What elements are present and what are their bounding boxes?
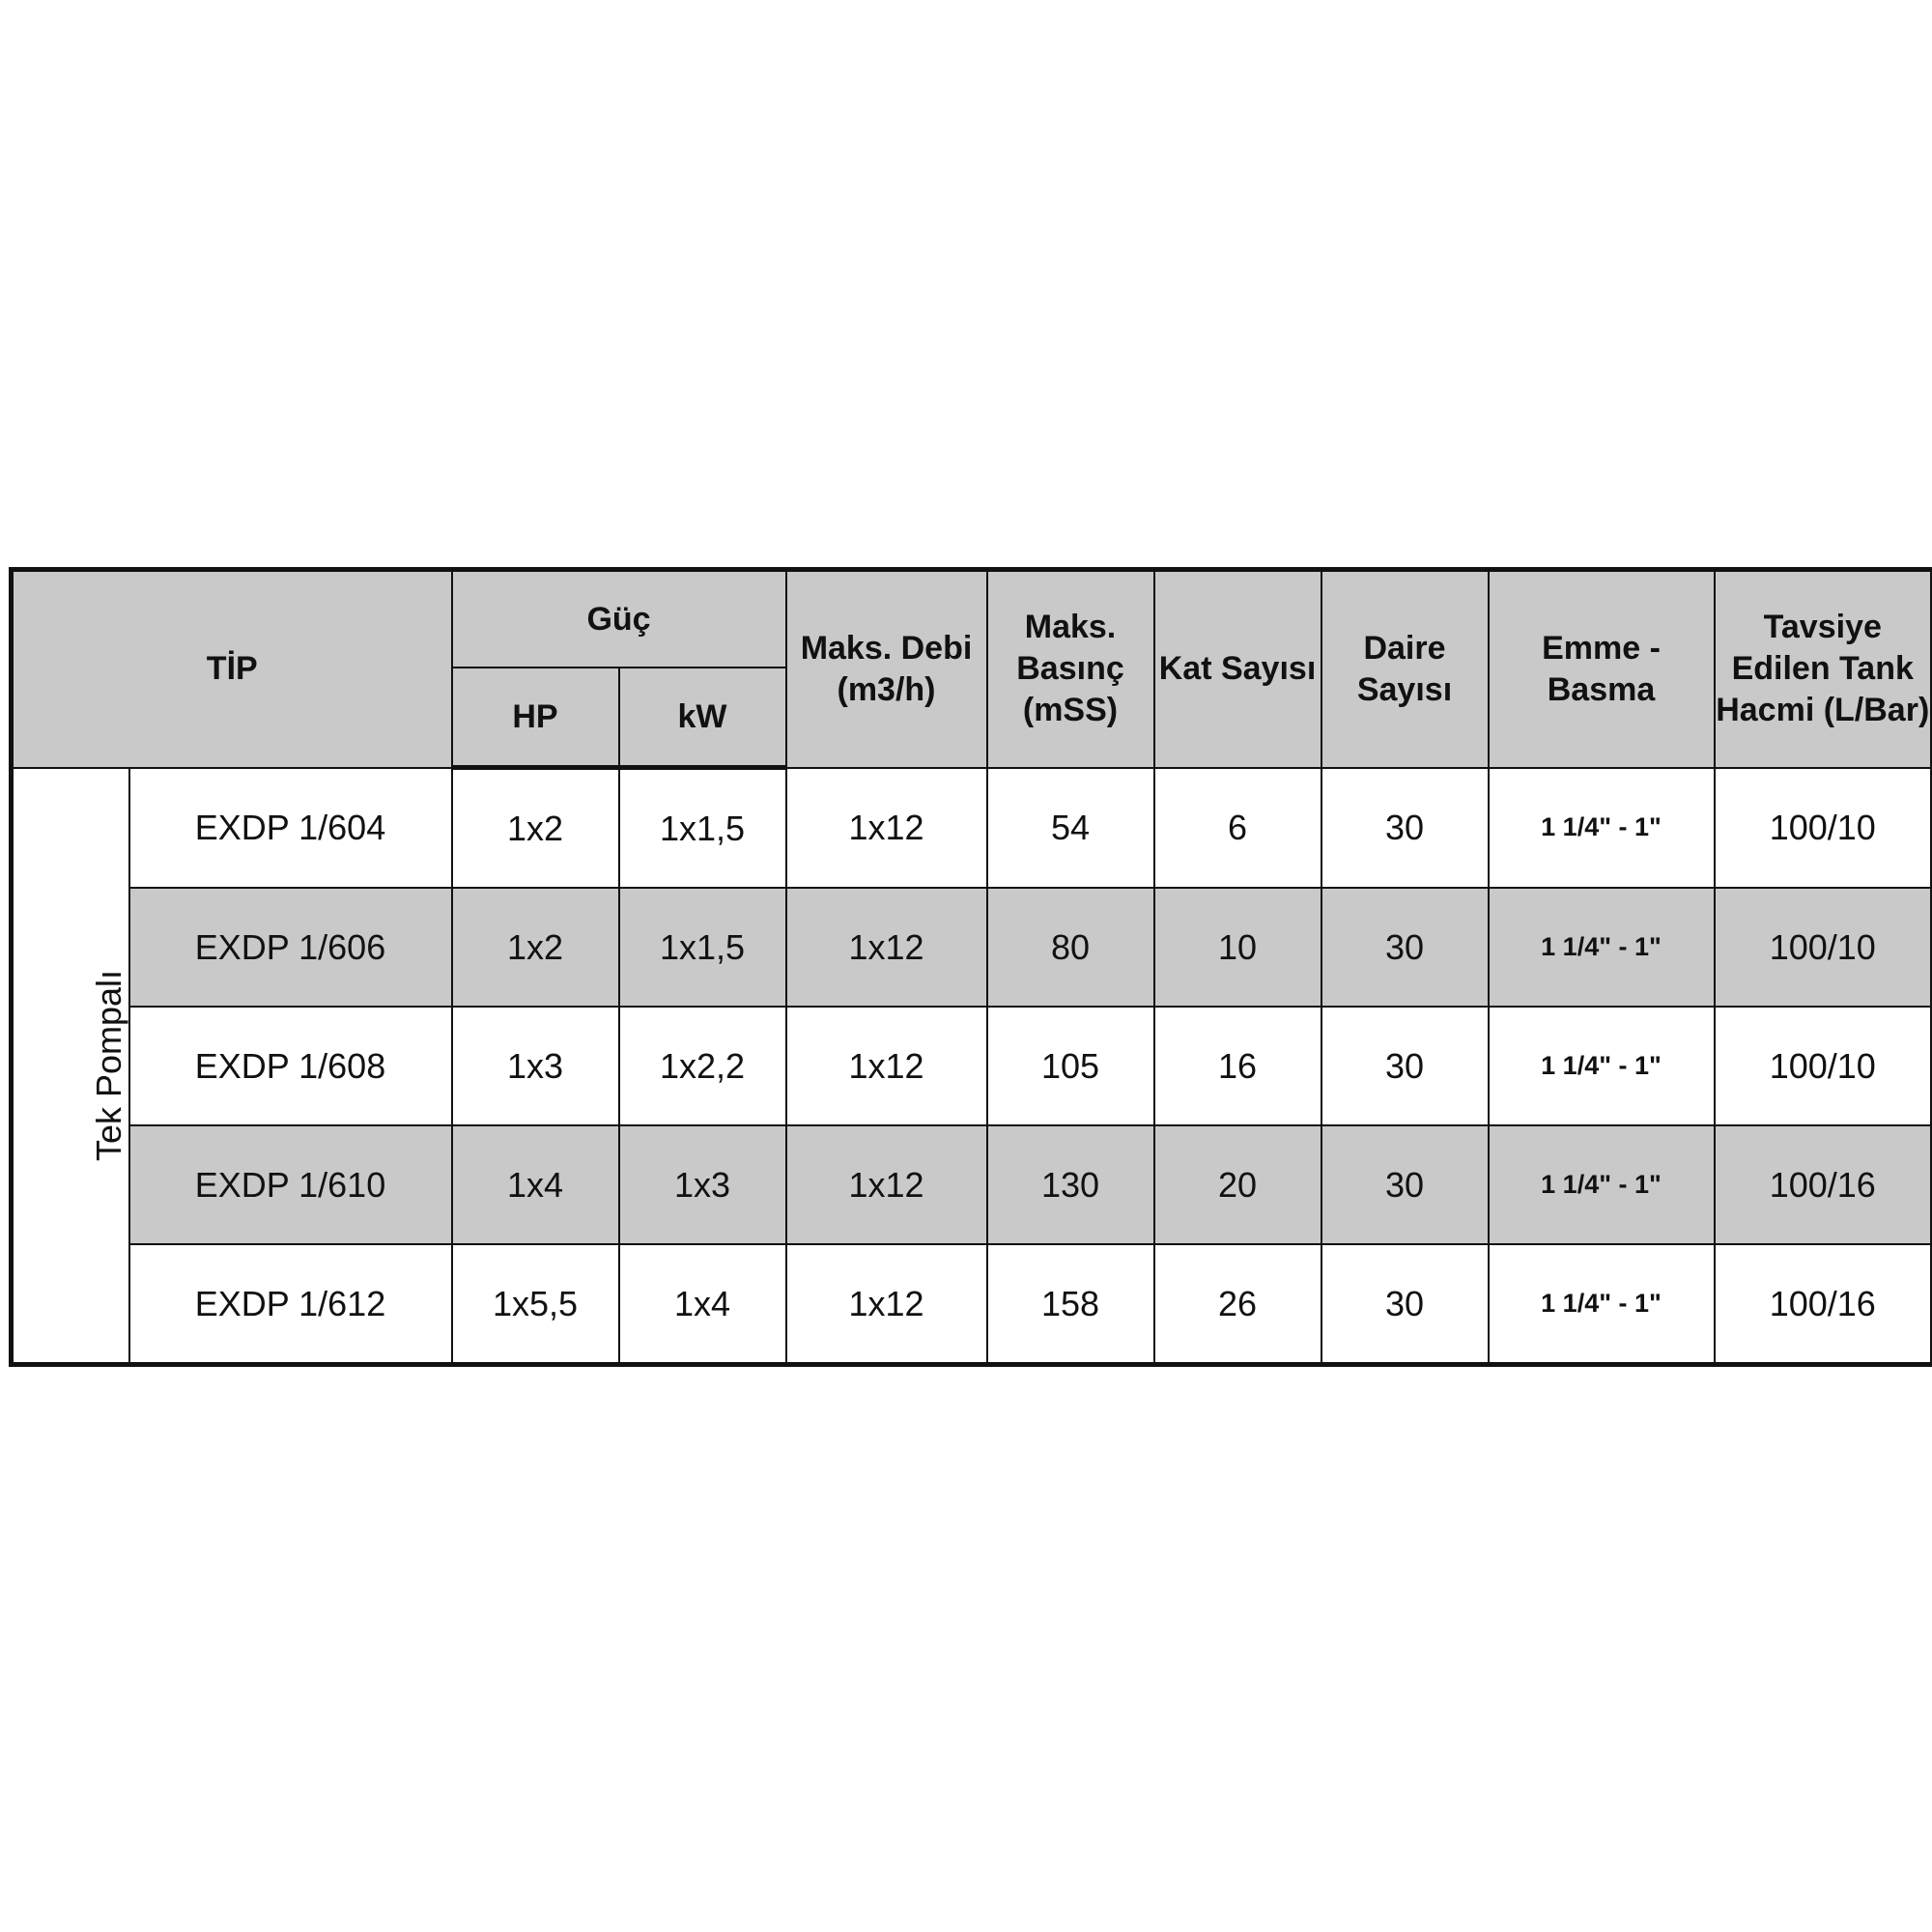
cell-daire: 30 — [1321, 1244, 1489, 1365]
cell-tank: 100/10 — [1715, 1007, 1932, 1125]
cell-hp: 1x3 — [452, 1007, 619, 1125]
header-daire-sayisi: Daire Sayısı — [1321, 570, 1489, 768]
header-kw: kW — [619, 668, 786, 768]
group-cell — [12, 768, 129, 1365]
group-label: Tek Pompalı — [89, 969, 129, 1161]
cell-hp: 1x5,5 — [452, 1244, 619, 1365]
cell-model: EXDP 1/612 — [129, 1244, 452, 1365]
cell-daire: 30 — [1321, 768, 1489, 889]
header-tip: TİP — [12, 570, 452, 768]
cell-kat: 10 — [1154, 888, 1321, 1007]
cell-model: EXDP 1/610 — [129, 1125, 452, 1244]
cell-tank: 100/10 — [1715, 888, 1932, 1007]
cell-basinc: 54 — [987, 768, 1154, 889]
table-row — [12, 1244, 1932, 1365]
header-guc: Güç — [452, 570, 786, 668]
cell-hp: 1x2 — [452, 888, 619, 1007]
cell-kw: 1x2,2 — [619, 1007, 786, 1125]
table-row — [12, 768, 1932, 889]
cell-daire: 30 — [1321, 888, 1489, 1007]
header-maks-basinc: Maks. Basınç (mSS) — [987, 570, 1154, 768]
cell-model: EXDP 1/606 — [129, 888, 452, 1007]
header-maks-debi: Maks. Debi (m3/h) — [786, 570, 987, 768]
cell-model: EXDP 1/604 — [129, 768, 452, 889]
cell-debi: 1x12 — [786, 1125, 987, 1244]
table-row — [12, 888, 1932, 1007]
cell-kat: 16 — [1154, 1007, 1321, 1125]
cell-emme-basma: 1 1/4" - 1" — [1489, 1244, 1715, 1365]
pump-spec-table — [9, 567, 1932, 1367]
cell-emme-basma: 1 1/4" - 1" — [1489, 768, 1715, 889]
header-emme-basma: Emme - Basma — [1489, 570, 1715, 768]
header-tank-hacmi: Tavsiye Edilen Tank Hacmi (L/Bar) — [1715, 570, 1932, 768]
cell-daire: 30 — [1321, 1125, 1489, 1244]
cell-kat: 6 — [1154, 768, 1321, 889]
cell-hp: 1x2 — [452, 768, 619, 889]
cell-basinc: 80 — [987, 888, 1154, 1007]
cell-basinc: 130 — [987, 1125, 1154, 1244]
cell-kw: 1x4 — [619, 1244, 786, 1365]
cell-kw: 1x1,5 — [619, 768, 786, 889]
cell-emme-basma: 1 1/4" - 1" — [1489, 1007, 1715, 1125]
cell-emme-basma: 1 1/4" - 1" — [1489, 888, 1715, 1007]
cell-debi: 1x12 — [786, 1007, 987, 1125]
cell-debi: 1x12 — [786, 888, 987, 1007]
cell-kat: 26 — [1154, 1244, 1321, 1365]
cell-daire: 30 — [1321, 1007, 1489, 1125]
cell-debi: 1x12 — [786, 1244, 987, 1365]
cell-basinc: 158 — [987, 1244, 1154, 1365]
header-kat-sayisi: Kat Sayısı — [1154, 570, 1321, 768]
cell-kat: 20 — [1154, 1125, 1321, 1244]
cell-kw: 1x1,5 — [619, 888, 786, 1007]
cell-tank: 100/16 — [1715, 1244, 1932, 1365]
cell-kw: 1x3 — [619, 1125, 786, 1244]
cell-model: EXDP 1/608 — [129, 1007, 452, 1125]
table-row — [12, 1125, 1932, 1244]
cell-basinc: 105 — [987, 1007, 1154, 1125]
header-hp: HP — [452, 668, 619, 768]
table-row — [12, 1007, 1932, 1125]
cell-emme-basma: 1 1/4" - 1" — [1489, 1125, 1715, 1244]
cell-tank: 100/16 — [1715, 1125, 1932, 1244]
cell-debi: 1x12 — [786, 768, 987, 889]
cell-hp: 1x4 — [452, 1125, 619, 1244]
cell-tank: 100/10 — [1715, 768, 1932, 889]
